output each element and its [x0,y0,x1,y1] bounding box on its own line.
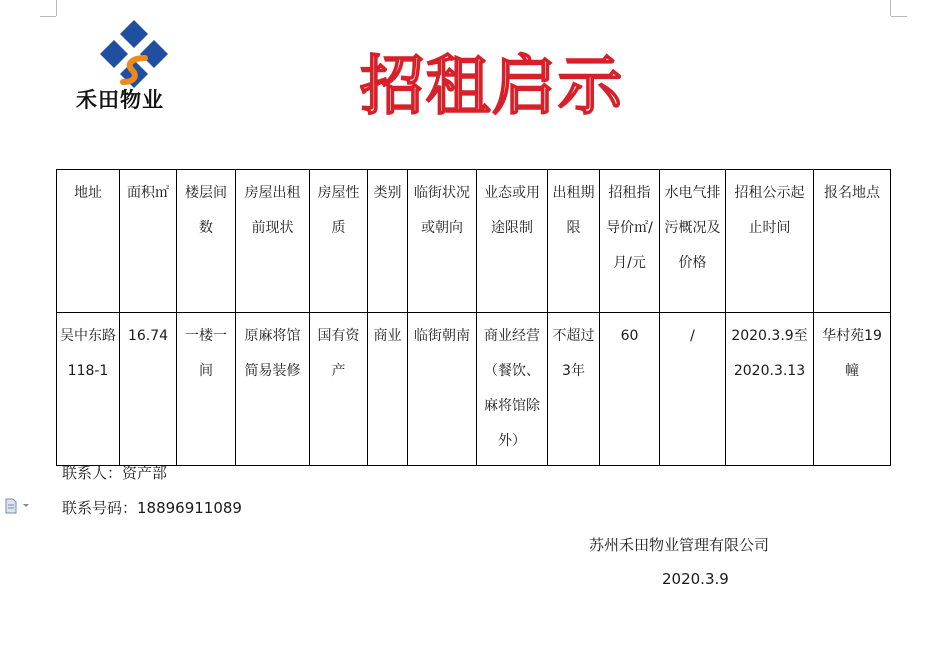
header-address: 地址 [57,170,120,313]
crop-mark-top-left-h [40,16,56,17]
header-floor: 楼层间数 [177,170,236,313]
cell-lease-term: 不超过3年 [548,313,600,466]
cell-utilities: / [660,313,726,466]
notice-title-text: 招租启示 [360,50,624,120]
header-notice-period: 招租公示起止时间 [726,170,814,313]
table-row [57,313,891,466]
cell-condition: 原麻将馆简易装修 [236,313,310,466]
header-lease-term: 出租期限 [548,170,600,313]
dropdown-arrow-icon[interactable] [23,504,29,507]
header-registration-place: 报名地点 [814,170,891,313]
logo-text: 禾田物业 [76,88,164,112]
header-guide-price: 招租指导价㎡/月/元 [600,170,660,313]
cell-category: 商业 [368,313,408,466]
document-icon[interactable] [4,498,34,514]
header-property-type: 房屋性质 [310,170,368,313]
header-street-facing: 临街状况或朝向 [408,170,477,313]
rental-table [56,169,891,466]
cell-area: 16.74 [120,313,177,466]
cell-floor: 一楼一间 [177,313,236,466]
crop-mark-top-right [890,0,891,16]
signature-date: 2020.3.9 [662,570,729,588]
cell-notice-period: 2020.3.9至2020.3.13 [726,313,814,466]
cell-guide-price: 60 [600,313,660,466]
crop-mark-top-left [56,0,57,16]
notice-title [360,40,630,120]
cell-street-facing: 临街朝南 [408,313,477,466]
table-header-row [57,170,891,313]
header-usage-limit: 业态或用途限制 [477,170,548,313]
contact-person: 联系人：资产部 [62,464,168,482]
header-utilities: 水电气排污概况及价格 [660,170,726,313]
company-name: 苏州禾田物业管理有限公司 [589,536,770,554]
crop-mark-top-right-h [891,16,907,17]
cell-address: 吴中东路118-1 [57,313,120,466]
contact-phone: 联系号码：18896911089 [62,499,242,517]
header-condition: 房屋出租前现状 [236,170,310,313]
header-area: 面积㎡ [120,170,177,313]
cell-property-type: 国有资产 [310,313,368,466]
cell-registration-place: 华村苑19幢 [814,313,891,466]
header-category: 类别 [368,170,408,313]
cell-usage-limit: 商业经营（餐饮、麻将馆除外） [477,313,548,466]
